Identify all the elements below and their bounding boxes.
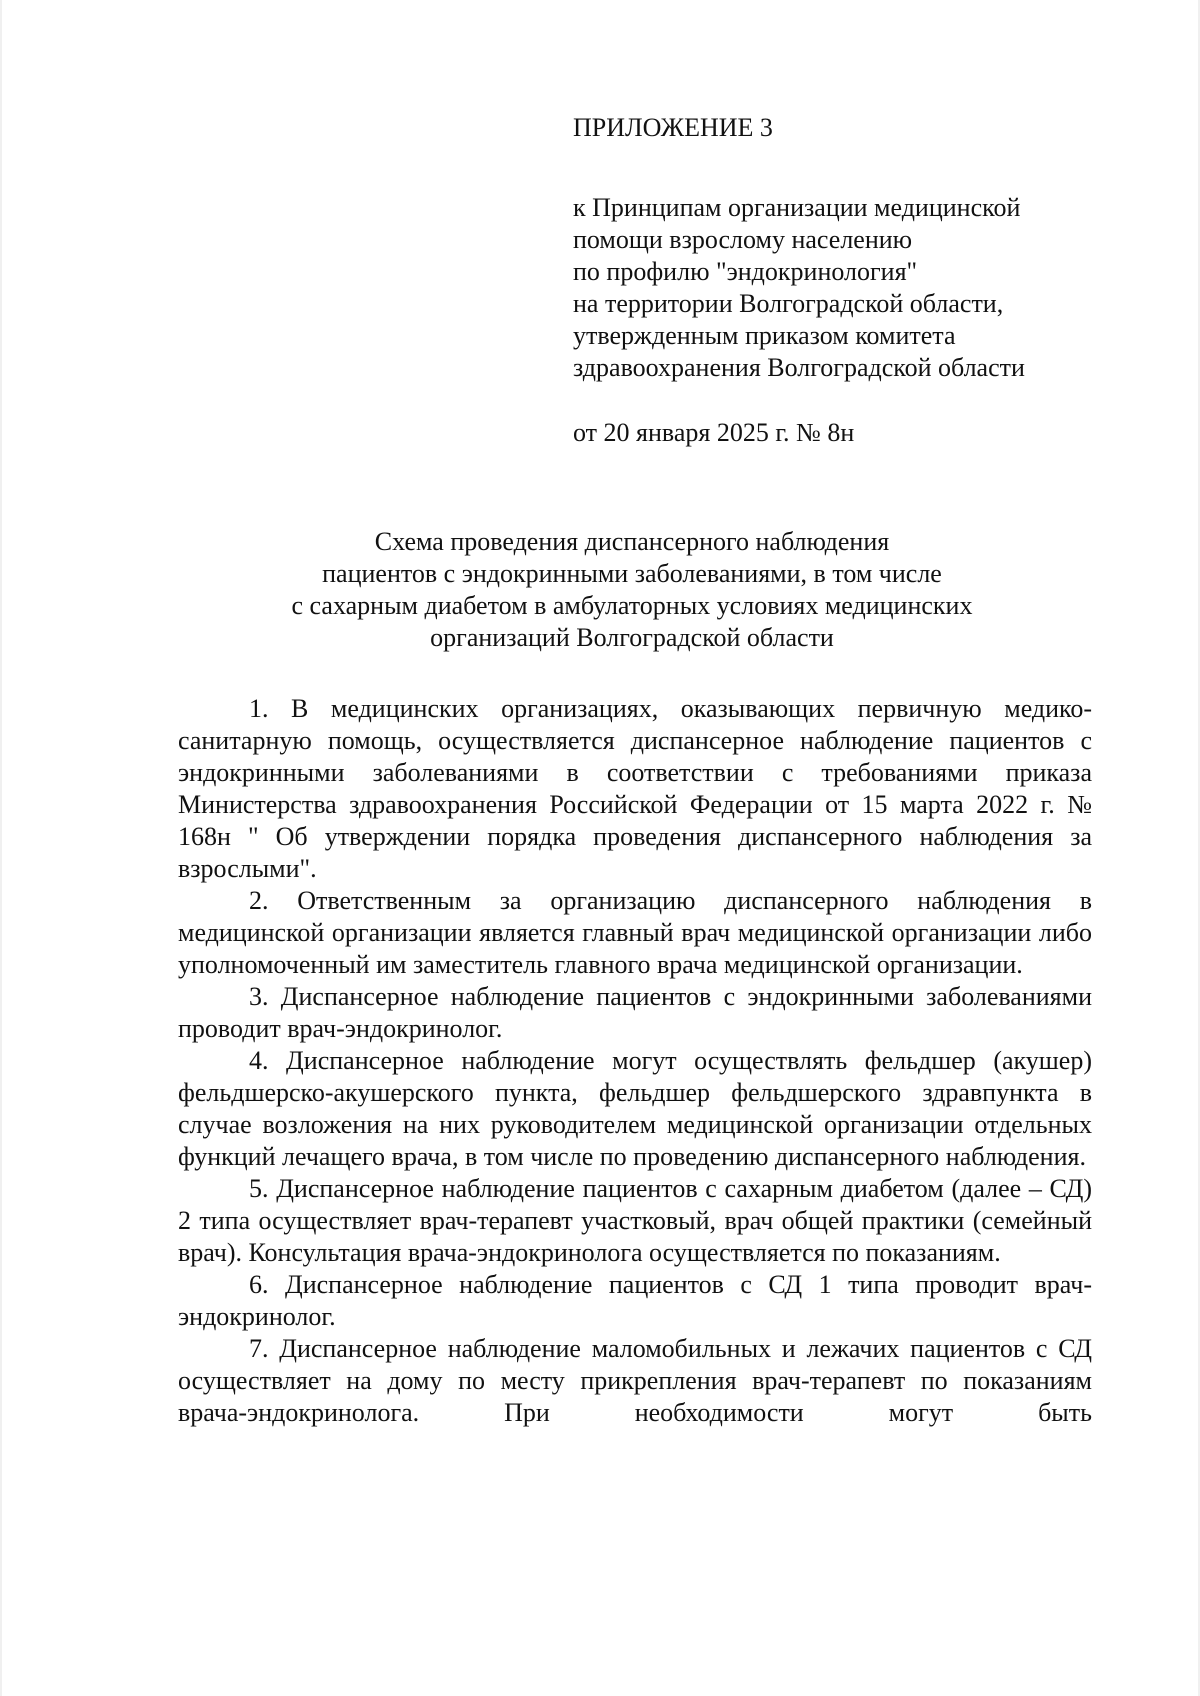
document-title-line: пациентов с эндокринными заболеваниями, в том числе xyxy=(322,559,942,588)
document-title-line: с сахарным диабетом в амбулаторных условиях медицинских xyxy=(291,591,973,620)
appendix-reference-line: утвержденным приказом комитета xyxy=(573,321,956,350)
paragraph-6: 6. Диспансерное наблюдение пациентов с СД 1 типа проводит врач-эндокринолог. xyxy=(178,1270,1092,1331)
paragraph-4: 4. Диспансерное наблюдение могут осуществлять фельдшер (акушер) фельдшерско-акушерского пункта, фельдшер фельдшерского здравпункта в случае возложения на них руководителем медицинской организации отдельных функций лечащего врача, в том числе по проведению диспансерного наблюдения. xyxy=(178,1046,1092,1171)
paragraph-1: 1. В медицинских организациях, оказывающих первичную медико-санитарную помощь, осуществляется диспансерное наблюдение пациентов с эндокринными заболеваниями в соответствии с требованиями приказа Министерства здравоохранения Российской Федерации от 15 марта 2022 г. № 168н " Об утверждении порядка проведения диспансерного наблюдения за взрослыми". xyxy=(178,694,1092,883)
appendix-reference xyxy=(573,192,1133,384)
appendix-reference-line: к Принципам организации медицинской xyxy=(573,193,1021,222)
appendix-header xyxy=(573,112,1133,449)
page-edge-left xyxy=(0,0,2,1696)
appendix-reference-line: здравоохранения Волгоградской области xyxy=(573,353,1025,382)
document-title-line: Схема проведения диспансерного наблюдения xyxy=(374,527,890,556)
appendix-reference-line: помощи взрослому населению xyxy=(573,225,913,254)
paragraph-2: 2. Ответственным за организацию диспансерного наблюдения в медицинской организации является главный врач медицинской организации либо уполномоченный им заместитель главного врача медицинской организации. xyxy=(178,886,1092,979)
paragraph-3: 3. Диспансерное наблюдение пациентов с эндокринными заболеваниями проводит врач-эндокринолог. xyxy=(178,982,1092,1043)
document-title-line: организаций Волгоградской области xyxy=(430,623,834,652)
order-date: от 20 января 2025 г. № 8н xyxy=(573,418,855,447)
appendix-reference-line: по профилю "эндокринология" xyxy=(573,257,918,286)
paragraph-7: 7. Диспансерное наблюдение маломобильных и лежачих пациентов с СД осуществляет на дому по месту прикрепления врач-терапевт по показаниям врача-эндокринолога. При необходимости могут быть xyxy=(178,1334,1092,1427)
document-title xyxy=(180,526,1084,654)
appendix-reference-line: на территории Волгоградской области, xyxy=(573,289,1004,318)
paragraph-5: 5. Диспансерное наблюдение пациентов с сахарным диабетом (далее – СД) 2 типа осуществляет врач-терапевт участковый, врач общей практики (семейный врач). Консультация врача-эндокринолога осуществляется по показаниям. xyxy=(178,1174,1092,1267)
document-body xyxy=(178,693,1092,1429)
appendix-label: ПРИЛОЖЕНИЕ 3 xyxy=(573,113,773,142)
